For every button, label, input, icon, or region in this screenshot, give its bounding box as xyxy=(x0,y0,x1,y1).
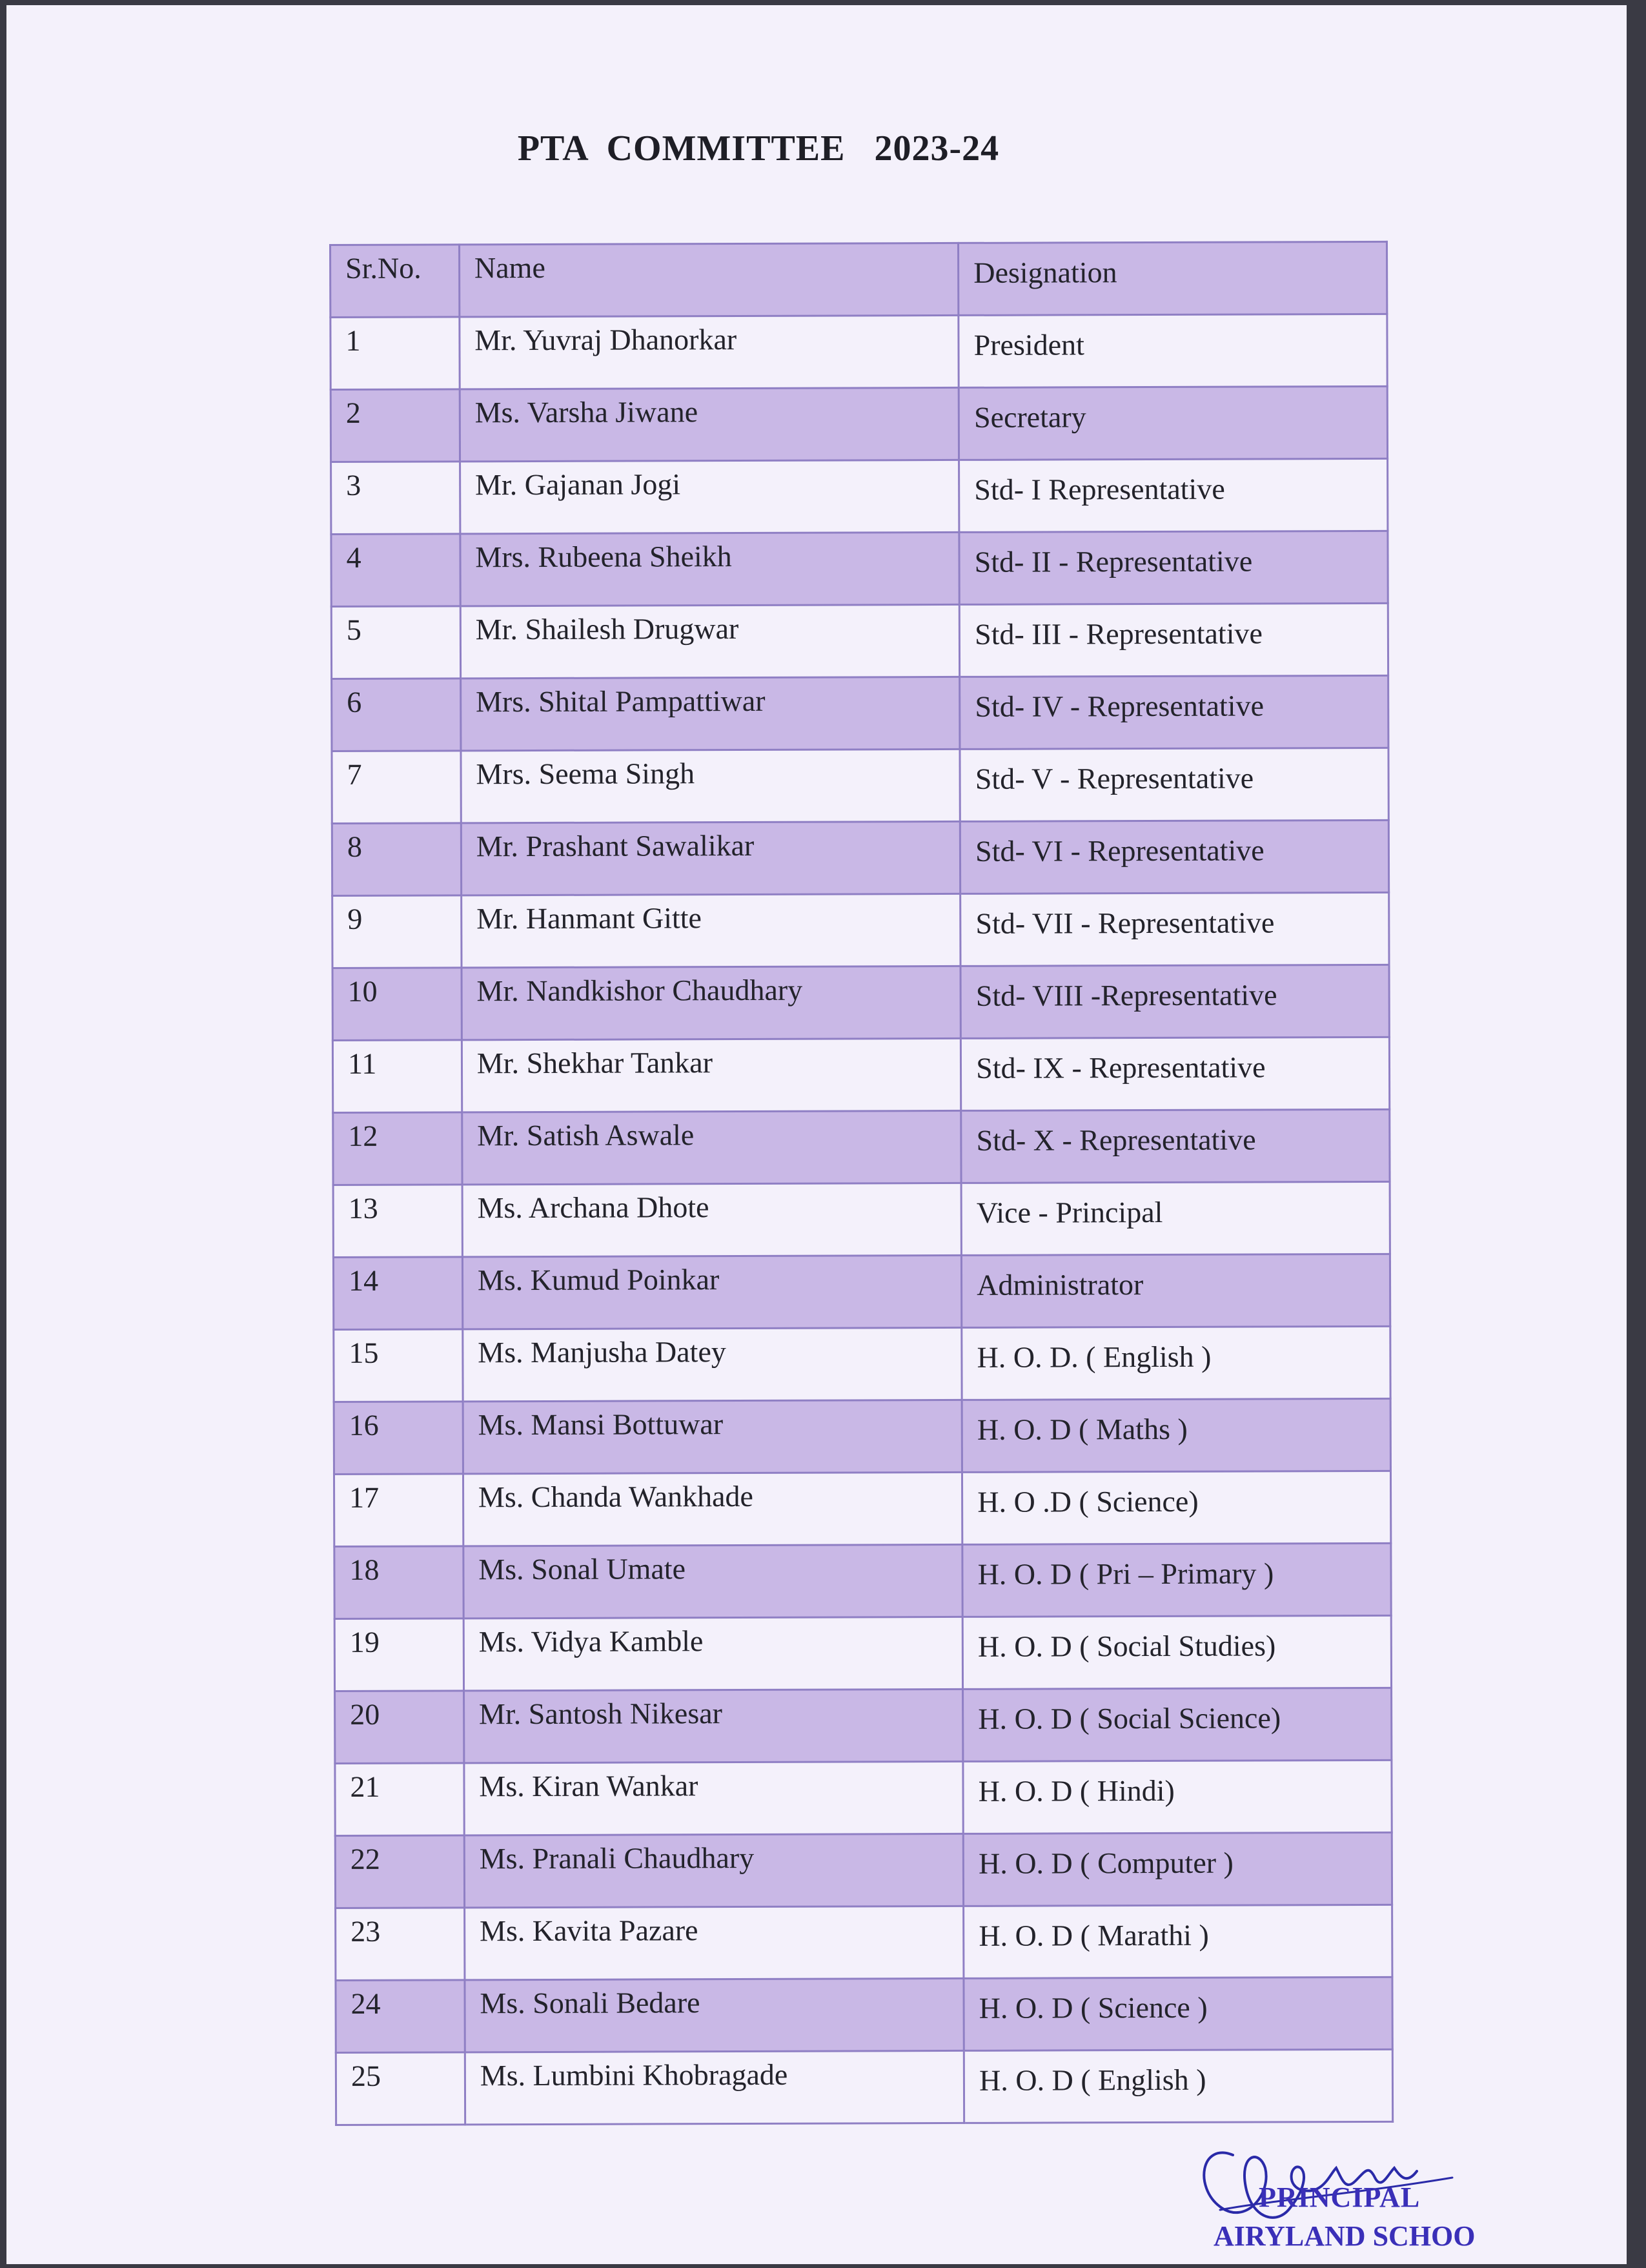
designation-cell: Std- I Representative xyxy=(959,458,1388,532)
table-row xyxy=(331,531,1388,606)
designation-cell: H. O. D ( Computer ) xyxy=(963,1832,1392,1906)
sr-no-cell: 14 xyxy=(333,1257,462,1330)
name-cell: Ms. Kiran Wankar xyxy=(464,1761,964,1835)
table-row xyxy=(332,965,1389,1040)
stamp-principal-text: PRINCIPAL xyxy=(1259,2181,1421,2213)
name-cell: Mr. Prashant Sawalikar xyxy=(461,821,960,895)
table-row xyxy=(334,1615,1391,1691)
name-cell: Ms. Vidya Kamble xyxy=(463,1617,963,1690)
name-cell: Ms. Kumud Poinkar xyxy=(462,1255,962,1329)
sr-no-cell: 16 xyxy=(334,1402,463,1475)
sr-no-cell: 7 xyxy=(332,751,461,824)
sr-no-cell: 8 xyxy=(332,823,461,896)
table-row xyxy=(333,1181,1390,1257)
sr-no-cell: 24 xyxy=(336,1980,465,2053)
sr-no-cell: 25 xyxy=(336,2052,465,2125)
table-row xyxy=(334,1543,1391,1619)
document-page xyxy=(6,5,1627,2264)
designation-cell: H. O. D ( Science ) xyxy=(964,1977,1392,2050)
sr-no-cell: 2 xyxy=(330,389,460,462)
table-row xyxy=(334,1398,1390,1474)
table-row xyxy=(335,1688,1392,1763)
table-row xyxy=(332,1037,1389,1112)
name-cell: Ms. Archana Dhote xyxy=(462,1183,962,1256)
name-cell: Mrs. Shital Pampattiwar xyxy=(460,677,960,750)
name-cell: Ms. Pranali Chaudhary xyxy=(464,1834,964,1907)
table-header-row xyxy=(330,241,1387,317)
name-cell: Mr. Santosh Nikesar xyxy=(463,1689,963,1762)
sr-no-cell: 10 xyxy=(332,968,462,1041)
designation-cell: H. O .D ( Science) xyxy=(962,1471,1391,1544)
table-row xyxy=(334,1471,1390,1546)
table-row xyxy=(332,675,1388,751)
table-row xyxy=(334,1326,1390,1402)
name-cell: Ms. Kavita Pazare xyxy=(464,1906,964,1979)
designation-cell: Std- X - Representative xyxy=(961,1109,1390,1183)
name-cell: Mrs. Rubeena Sheikh xyxy=(460,532,960,606)
sr-no-cell: 3 xyxy=(331,462,460,535)
sr-no-cell: 15 xyxy=(334,1329,463,1402)
name-cell: Ms. Varsha Jiwane xyxy=(460,387,959,461)
table-row xyxy=(330,314,1387,389)
sr-no-cell: 18 xyxy=(334,1546,463,1619)
page-title: PTA COMMITTEE 2023-24 xyxy=(517,128,1000,169)
name-cell: Mr. Nandkishor Chaudhary xyxy=(462,966,961,1039)
sr-no-cell: 20 xyxy=(335,1691,464,1764)
stamp-school-text: AIRYLAND SCHOO xyxy=(1214,2220,1476,2252)
designation-cell: Vice - Principal xyxy=(961,1181,1390,1255)
table-row xyxy=(331,458,1388,534)
name-cell: Ms. Sonal Umate xyxy=(463,1544,963,1618)
sr-no-cell: 11 xyxy=(332,1040,462,1113)
table-row xyxy=(336,2049,1392,2125)
table-row xyxy=(333,1254,1390,1329)
designation-cell: Std- III - Representative xyxy=(959,603,1388,677)
table-row xyxy=(336,1905,1392,1980)
designation-cell: H. O. D ( Pri – Primary ) xyxy=(962,1543,1391,1617)
header-name: Name xyxy=(459,243,959,316)
table-row xyxy=(332,748,1388,823)
designation-cell: H. O. D ( English ) xyxy=(964,2049,1392,2123)
name-cell: Mr. Gajanan Jogi xyxy=(460,460,959,533)
name-cell: Mr. Satish Aswale xyxy=(462,1110,962,1184)
designation-cell: Std- VIII -Representative xyxy=(960,965,1389,1038)
designation-cell: H. O. D ( Marathi ) xyxy=(964,1905,1392,1978)
designation-cell: H. O. D ( Social Science) xyxy=(963,1688,1392,1761)
name-cell: Ms. Lumbini Khobragade xyxy=(465,2050,964,2124)
committee-table-body xyxy=(330,314,1393,2125)
designation-cell: Secretary xyxy=(959,386,1387,460)
sr-no-cell: 12 xyxy=(333,1112,462,1185)
designation-cell: H. O. D. ( English ) xyxy=(962,1326,1390,1400)
designation-cell: Std- II - Representative xyxy=(959,531,1388,604)
sr-no-cell: 9 xyxy=(332,895,462,968)
header-designation: Designation xyxy=(959,241,1387,315)
designation-cell: Std- IV - Representative xyxy=(960,675,1388,749)
sr-no-cell: 22 xyxy=(335,1835,464,1908)
committee-table xyxy=(329,241,1394,2126)
name-cell: Mrs. Seema Singh xyxy=(461,749,960,822)
table-row xyxy=(336,1977,1392,2052)
name-cell: Ms. Chanda Wankhade xyxy=(463,1472,962,1546)
name-cell: Mr. Hanmant Gitte xyxy=(462,894,961,967)
sr-no-cell: 4 xyxy=(331,534,460,607)
sr-no-cell: 5 xyxy=(331,606,460,679)
sr-no-cell: 13 xyxy=(333,1185,462,1258)
name-cell: Mr. Shailesh Drugwar xyxy=(460,604,960,678)
name-cell: Ms. Sonali Bedare xyxy=(465,1978,964,2052)
table-row xyxy=(335,1760,1392,1835)
designation-cell: Std- V - Representative xyxy=(960,748,1388,821)
designation-cell: Std- VI - Representative xyxy=(960,820,1388,894)
designation-cell: Administrator xyxy=(962,1254,1390,1327)
sr-no-cell: 6 xyxy=(332,679,461,751)
sr-no-cell: 17 xyxy=(334,1474,463,1547)
sr-no-cell: 23 xyxy=(336,1908,465,1981)
name-cell: Mr. Shekhar Tankar xyxy=(462,1038,961,1112)
name-cell: Ms. Manjusha Datey xyxy=(463,1327,962,1401)
designation-cell: Std- VII - Representative xyxy=(960,892,1389,966)
table-row xyxy=(332,892,1389,968)
name-cell: Mr. Yuvraj Dhanorkar xyxy=(460,315,959,389)
sr-no-cell: 21 xyxy=(335,1763,464,1836)
designation-cell: President xyxy=(959,314,1387,387)
table-row xyxy=(335,1832,1392,1908)
header-sr-no: Sr.No. xyxy=(330,245,460,318)
table-row xyxy=(333,1109,1390,1185)
sr-no-cell: 19 xyxy=(334,1619,463,1691)
name-cell: Ms. Mansi Bottuwar xyxy=(463,1400,962,1473)
sr-no-cell: 1 xyxy=(330,317,460,390)
designation-cell: H. O. D ( Hindi) xyxy=(963,1760,1392,1834)
table-row xyxy=(330,386,1387,462)
designation-cell: Std- IX - Representative xyxy=(961,1037,1390,1110)
designation-cell: H. O. D ( Maths ) xyxy=(962,1398,1390,1472)
table-row xyxy=(332,820,1388,895)
table-row xyxy=(331,603,1388,679)
designation-cell: H. O. D ( Social Studies) xyxy=(962,1615,1391,1689)
